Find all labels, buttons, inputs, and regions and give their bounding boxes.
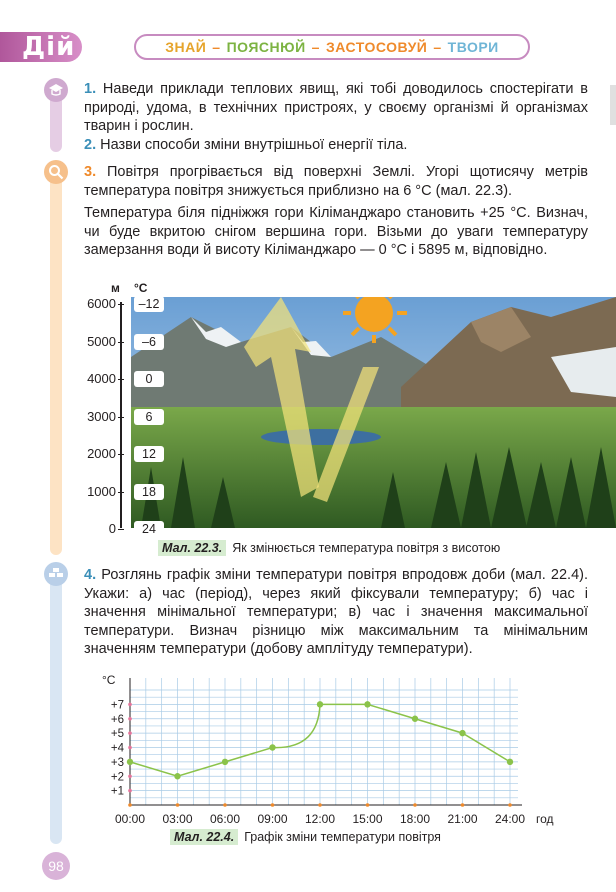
page-number: 98 xyxy=(42,852,70,880)
motto-word-4: ТВОРИ xyxy=(447,39,499,55)
altitude-tick xyxy=(118,379,124,380)
temperature-data-point xyxy=(222,759,228,765)
rail-explore xyxy=(50,170,62,555)
altitude-tick xyxy=(118,417,124,418)
temperature-tag: 24 xyxy=(134,521,164,537)
altitude-label: 3000 xyxy=(87,408,116,424)
altitude-tick xyxy=(118,529,124,530)
task-text: Наведи приклади теплових явищ, які тобі доводилось спостерігати в природі, удома, в технічних пристроях, у своєму організмі й організмах тварин і рослин. xyxy=(84,81,589,134)
figure-22-3-caption xyxy=(158,541,500,555)
y-tick-dot xyxy=(128,717,132,721)
x-tick-dot xyxy=(366,803,370,807)
caption-text: Графік зміни температури повітря xyxy=(244,830,441,844)
altitude-label: 5000 xyxy=(87,333,116,349)
magnifier-icon xyxy=(44,160,68,184)
x-tick-dot xyxy=(461,803,465,807)
temperature-chart xyxy=(100,670,570,830)
x-tick-dot xyxy=(271,803,275,807)
altitude-unit: м xyxy=(111,281,120,295)
altitude-tick xyxy=(118,492,124,493)
motto-dash-2: – xyxy=(311,39,320,55)
altitude-label: 2000 xyxy=(87,446,116,461)
blocks-icon xyxy=(44,562,68,586)
y-tick-label: +3 xyxy=(110,756,124,769)
y-tick-label: +1 xyxy=(110,785,124,798)
x-tick-dot xyxy=(413,803,417,807)
altitude-label: 4000 xyxy=(87,371,116,386)
y-tick-label: +2 xyxy=(110,771,124,784)
temperature-data-point xyxy=(269,744,275,750)
task-text: Розглянь графік зміни температури повітря впродовж доби (мал. 22.4). Укажи: а) час (період), через який фіксували температуру; б) час і значення мінімальної температури; в) час і значення максимальної температури. Визнач різницю між максимальним та мінімальним значенням температури (добову амплітуду температури). xyxy=(84,567,589,657)
altitude-label: 0 xyxy=(108,521,116,536)
motto-dash-1: – xyxy=(212,39,221,55)
rail-apply xyxy=(50,572,62,844)
temperature-data-point xyxy=(127,759,133,765)
x-tick-label: 21:00 xyxy=(447,812,478,826)
temperature-tag: –6 xyxy=(134,334,164,350)
figure-22-4-caption xyxy=(170,830,441,844)
motto-word-2: ПОЯСНЮЙ xyxy=(226,39,306,55)
altitude-label: 1000 xyxy=(87,483,116,499)
task-2 xyxy=(84,136,588,155)
y-tick-dot xyxy=(128,731,132,735)
task-3 xyxy=(84,163,588,200)
y-tick-label: +7 xyxy=(110,699,124,712)
x-tick-label: 24:00 xyxy=(494,812,526,826)
mountain-photo xyxy=(131,297,616,528)
x-axis-unit: год xyxy=(536,812,554,826)
temperature-data-point xyxy=(459,730,465,736)
task-number: 1. xyxy=(84,81,97,97)
caption-tag: Мал. 22.3. xyxy=(158,540,226,556)
y-axis-unit: °С xyxy=(102,673,116,687)
motto-word-1: ЗНАЙ xyxy=(165,39,207,55)
temperature-tag: 0 xyxy=(134,371,164,387)
caption-tag: Мал. 22.4. xyxy=(170,829,238,845)
y-tick-dot xyxy=(128,703,132,707)
section-title: Дій xyxy=(22,32,76,62)
temperature-tag: 12 xyxy=(134,446,164,462)
x-tick-dot xyxy=(318,803,322,807)
temperature-data-point xyxy=(507,759,513,765)
page-edge-mark xyxy=(610,85,616,125)
x-tick-label: 03:00 xyxy=(162,812,193,826)
x-tick-label: 09:00 xyxy=(257,812,288,826)
x-tick-label: 18:00 xyxy=(399,812,431,826)
task-number: 3. xyxy=(84,164,97,180)
x-tick-label: 12:00 xyxy=(304,812,336,826)
task-4 xyxy=(84,566,588,659)
task-3-paragraph-2: Температура біля підніжжя гори Кіліманджаро становить +25 °С. Визнач, чи буде вкритою снігом вершина гори. Візьми до уваги температуру замерзання води й висоту Кіліманджаро — 0 °С і 5895 м, відповідно. xyxy=(84,205,588,258)
temperature-data-point xyxy=(174,773,180,779)
y-tick-label: +4 xyxy=(110,742,124,755)
altitude-label: 6000 xyxy=(87,296,116,311)
altitude-tick xyxy=(118,304,124,305)
task-number: 2. xyxy=(84,137,97,153)
altitude-axis xyxy=(120,302,122,528)
task-text: Назви способи зміни внутрішньої енергії тіла. xyxy=(100,137,408,153)
temperature-data-point xyxy=(317,701,323,707)
temperature-tag: 18 xyxy=(134,484,164,500)
temperature-data-point xyxy=(364,701,370,707)
temperature-tag: –12 xyxy=(134,296,164,312)
y-tick-dot xyxy=(128,789,132,793)
altitude-tick xyxy=(118,454,124,455)
temperature-unit: °С xyxy=(134,281,148,295)
altitude-tick xyxy=(118,342,124,343)
task-text: Повітря прогрівається від поверхні Землі. Угорі щотисячу метрів температура повітря знижується приблизно на 6 °С (мал. 22.3). xyxy=(84,164,588,199)
temperature-data-point xyxy=(412,716,418,722)
y-tick-label: +6 xyxy=(110,713,124,726)
x-tick-label: 15:00 xyxy=(352,812,383,826)
section-badge xyxy=(0,32,82,62)
caption-text: Як змінюється температура повітря з висотою xyxy=(232,541,501,555)
x-tick-dot xyxy=(128,803,132,807)
y-tick-dot xyxy=(128,774,132,778)
x-tick-label: 00:00 xyxy=(114,812,146,826)
y-tick-dot xyxy=(128,746,132,750)
x-tick-dot xyxy=(176,803,180,807)
task-1 xyxy=(84,80,588,136)
y-tick-label: +5 xyxy=(110,728,124,741)
motto-word-3: ЗАСТОСОВУЙ xyxy=(325,39,428,55)
x-tick-dot xyxy=(508,803,512,807)
task-number: 4. xyxy=(84,567,97,583)
graduation-cap-icon xyxy=(44,78,68,102)
motto-dash-3: – xyxy=(433,39,442,55)
x-tick-label: 06:00 xyxy=(209,812,241,826)
temperature-tag: 6 xyxy=(134,409,164,425)
x-tick-dot xyxy=(223,803,227,807)
motto-banner xyxy=(134,34,530,60)
